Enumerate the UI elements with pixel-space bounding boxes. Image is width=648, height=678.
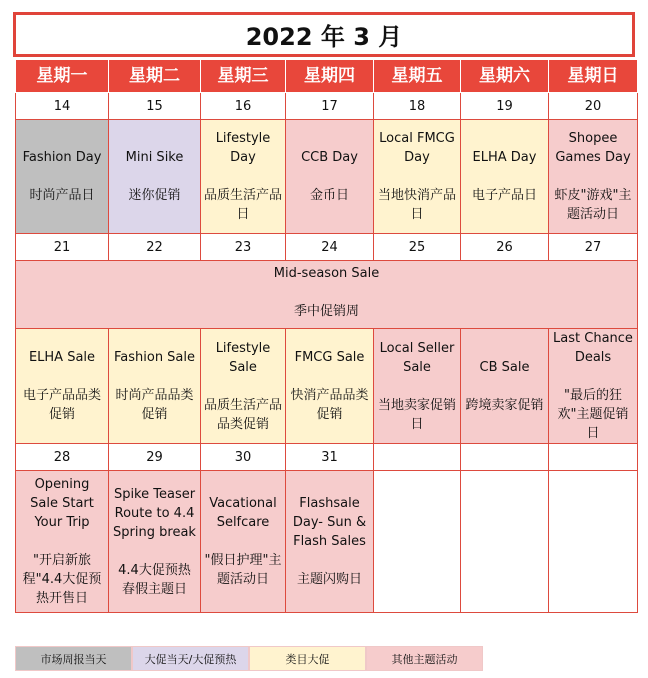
event-cell <box>201 471 286 613</box>
event-en: Local FMCG Day <box>379 131 455 165</box>
event-cn: 时尚产品日 <box>29 188 95 203</box>
calendar-grid <box>15 59 638 613</box>
legend-item-big-promo: 大促当天/大促预热 <box>132 646 249 671</box>
event-cn: 快消产品品类促销 <box>290 388 369 422</box>
weekday-mon: 星期一 <box>16 60 109 93</box>
event-cell <box>16 471 109 613</box>
event-cell <box>109 471 201 613</box>
date-cell: 23 <box>201 234 286 261</box>
date-row <box>16 93 638 120</box>
event-en: CB Sale <box>479 359 530 375</box>
event-cn: 品质生活产品品类促销 <box>204 397 283 432</box>
date-row <box>16 234 638 261</box>
event-cn: "假日护理"主题活动日 <box>204 553 282 587</box>
event-en: Mini Sike <box>125 150 184 165</box>
event-cn: 跨境卖家促销 <box>465 397 544 413</box>
event-cell <box>201 329 286 444</box>
event-cn: 4.4大促预热春假主题日 <box>118 562 191 597</box>
empty-cell <box>461 471 549 613</box>
event-en: CCB Day <box>301 150 358 165</box>
event-en: ELHA Sale <box>28 350 96 365</box>
date-cell: 27 <box>549 234 638 261</box>
date-cell: 18 <box>374 93 461 120</box>
event-cn: 电子产品品类促销 <box>22 388 101 422</box>
banner-cn: 季中促销周 <box>293 304 359 319</box>
banner-en: Mid-season Sale <box>273 266 380 281</box>
event-cell <box>109 329 201 444</box>
legend-item-category-promo: 类目大促 <box>249 646 366 671</box>
event-en: Shopee Games Day <box>555 131 631 165</box>
event-en: Lifestyle Sale <box>215 340 271 375</box>
date-cell <box>549 444 638 471</box>
event-cell <box>374 120 461 234</box>
event-cell <box>549 329 638 444</box>
event-cell <box>286 471 374 613</box>
event-cell <box>16 120 109 234</box>
date-cell: 21 <box>16 234 109 261</box>
date-cell: 14 <box>16 93 109 120</box>
event-cell <box>109 120 201 234</box>
date-cell: 29 <box>109 444 201 471</box>
date-cell: 19 <box>461 93 549 120</box>
date-cell <box>461 444 549 471</box>
weekday-fri: 星期五 <box>374 60 461 93</box>
event-cn: "开启新旅程"4.4大促预热开售日 <box>22 553 102 606</box>
event-cn: "最后的狂欢"主题促销日 <box>557 388 629 441</box>
weekday-wed: 星期三 <box>201 60 286 93</box>
event-en: Spike Teaser Route to 4.4 Spring break <box>113 486 196 540</box>
event-cell <box>461 120 549 234</box>
event-row <box>16 329 638 444</box>
event-cn: 品质生活产品日 <box>204 188 283 222</box>
date-cell: 28 <box>16 444 109 471</box>
event-en: Fashion Sale <box>113 350 196 365</box>
legend <box>15 646 483 671</box>
date-cell <box>374 444 461 471</box>
event-en: Vacational Selfcare <box>209 496 277 530</box>
event-cell <box>201 120 286 234</box>
weekday-thu: 星期四 <box>286 60 374 93</box>
event-cell <box>286 329 374 444</box>
event-cn: 主题闪购日 <box>296 572 362 587</box>
date-cell: 24 <box>286 234 374 261</box>
weekday-tue: 星期二 <box>109 60 201 93</box>
event-en: Local Seller Sale <box>379 340 455 375</box>
empty-cell <box>549 471 638 613</box>
date-cell: 22 <box>109 234 201 261</box>
event-cn: 金币日 <box>309 188 349 203</box>
date-cell: 16 <box>201 93 286 120</box>
date-cell: 20 <box>549 93 638 120</box>
event-cn: 当地快消产品日 <box>377 188 456 222</box>
calendar-title: 2022 年 3 月 <box>13 12 635 57</box>
date-cell: 17 <box>286 93 374 120</box>
mid-season-banner <box>16 261 638 329</box>
date-cell: 31 <box>286 444 374 471</box>
event-cn: 迷你促销 <box>128 188 181 203</box>
empty-cell <box>374 471 461 613</box>
event-row <box>16 471 638 613</box>
weekday-sat: 星期六 <box>461 60 549 93</box>
date-cell: 15 <box>109 93 201 120</box>
date-cell: 26 <box>461 234 549 261</box>
event-row <box>16 120 638 234</box>
date-row <box>16 444 638 471</box>
event-cell <box>549 120 638 234</box>
event-en: Last Chance Deals <box>553 331 633 365</box>
event-en: Opening Sale Start Your Trip <box>30 477 94 530</box>
weekday-sun: 星期日 <box>549 60 638 93</box>
event-en: ELHA Day <box>472 150 537 165</box>
event-en: FMCG Sale <box>294 350 365 365</box>
event-cn: 电子产品日 <box>471 188 537 203</box>
event-cn: 时尚产品品类促销 <box>115 388 194 422</box>
weekday-header-row <box>16 60 638 93</box>
event-cell <box>461 329 549 444</box>
date-cell: 30 <box>201 444 286 471</box>
legend-item-market-weekly: 市场周报当天 <box>15 646 132 671</box>
legend-item-other-theme: 其他主题活动 <box>366 646 483 671</box>
event-cell <box>16 329 109 444</box>
event-en: Fashion Day <box>22 150 102 165</box>
event-cn: 虾皮"游戏"主题活动日 <box>554 188 632 222</box>
event-cn: 当地卖家促销日 <box>377 397 456 432</box>
event-cell <box>286 120 374 234</box>
event-en: Lifestyle Day <box>215 131 271 165</box>
event-cell <box>374 329 461 444</box>
event-en: Flashsale Day- Sun & Flash Sales <box>292 496 367 549</box>
date-cell: 25 <box>374 234 461 261</box>
banner-row <box>16 261 638 329</box>
